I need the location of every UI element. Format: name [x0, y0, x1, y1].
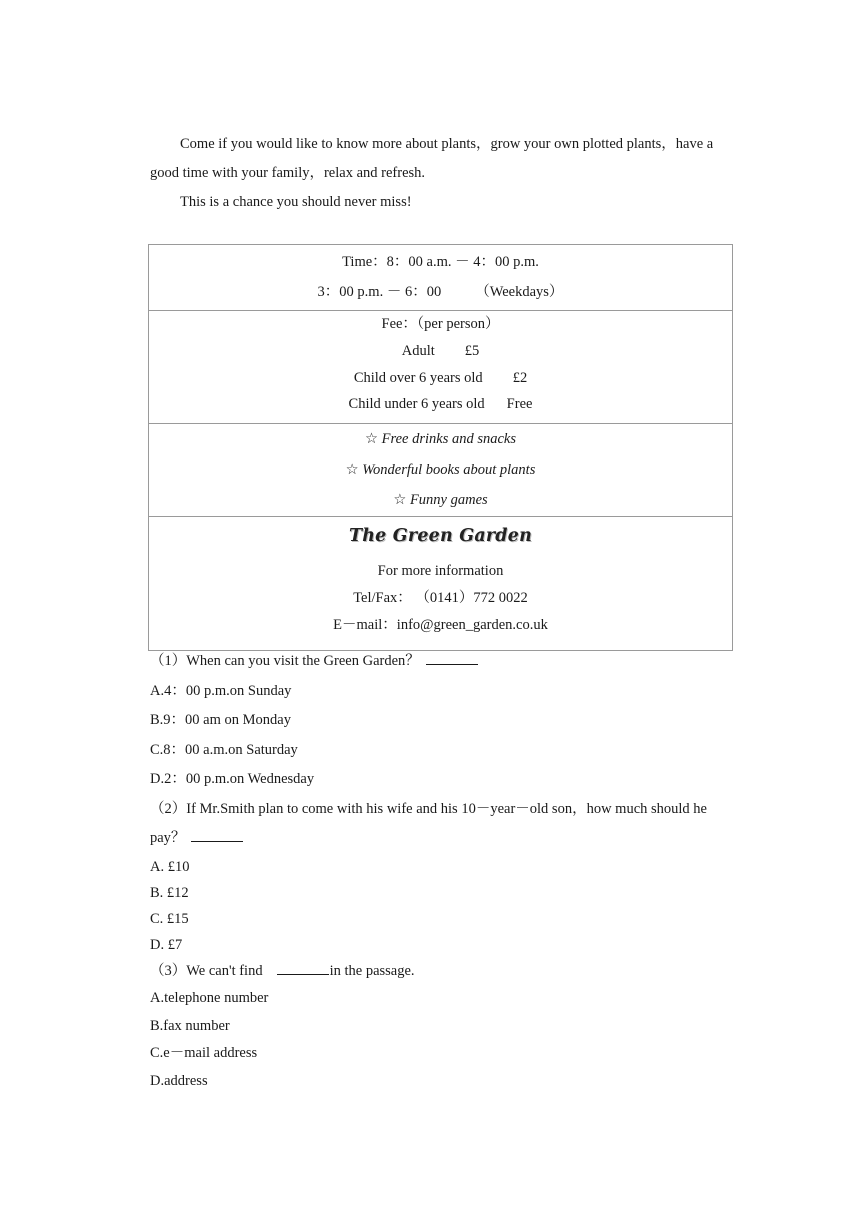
tel-fax: Tel/Fax： （0141）772 0022 [353, 590, 528, 606]
time-line-2-hours: 3：00 p.m. － 6：00 [317, 284, 442, 300]
questions-section [150, 647, 740, 1095]
answer-blank[interactable] [191, 829, 243, 842]
question-3-stem [150, 958, 740, 986]
answer-blank[interactable] [426, 652, 478, 665]
fee-price: £5 [464, 343, 480, 359]
time-line-2 [149, 277, 732, 307]
fee-who: Child under 6 years old [348, 396, 485, 412]
fee-row-child-over [149, 365, 732, 391]
option: A.4：00 p.m.on Sunday [150, 682, 292, 699]
question-text: （3）We can't find [150, 962, 263, 979]
contact-cell [149, 517, 733, 651]
email: E－mail：info@green_garden.co.uk [333, 617, 548, 633]
intro-paragraph-2: This is a chance you should never miss! [180, 194, 412, 210]
feature-text: Free drinks and snacks [381, 431, 516, 447]
fee-title: Fee：（per person） [381, 316, 500, 332]
fee-row-child-under [149, 391, 732, 417]
question-1-stem [150, 647, 740, 677]
intro-paragraph-1: Come if you would like to know more about plants，grow your own plotted plants，have a good time with your family，relax and refresh. [150, 136, 714, 181]
option: D.2：00 p.m.on Wednesday [150, 771, 315, 787]
info-title: For more information [377, 563, 504, 579]
fee-who: Child over 6 years old [353, 370, 483, 386]
fee-who: Adult [401, 343, 435, 359]
question-text-end: in the passage. [329, 962, 415, 979]
feature-item [149, 455, 732, 486]
option: C.8：00 a.m.on Saturday [150, 741, 298, 758]
question-text: pay？ [150, 830, 186, 846]
option: C.e－mail address [150, 1045, 258, 1061]
garden-notice-table [148, 244, 733, 651]
feature-text: Funny games [409, 492, 488, 508]
feature-item [149, 485, 732, 516]
option: B. £12 [150, 884, 189, 901]
fee-price: Free [506, 396, 533, 412]
time-cell [149, 245, 733, 311]
option: B.fax number [150, 1017, 230, 1034]
feature-item [149, 424, 732, 455]
answer-blank[interactable] [277, 962, 329, 975]
option: A. £10 [150, 858, 190, 875]
time-line-1: Time：8：00 a.m. － 4：00 p.m. [342, 254, 539, 270]
option: D. £7 [150, 936, 183, 953]
option: B.9：00 am on Monday [150, 712, 291, 728]
intro-passage [150, 130, 735, 217]
question-text: （1）When can you visit the Green Garden？ [150, 653, 420, 669]
fee-price: £2 [512, 370, 528, 386]
features-cell [149, 424, 733, 517]
fee-row-adult [149, 338, 732, 365]
time-line-2-days: （Weekdays） [475, 284, 564, 300]
option: C. £15 [150, 910, 189, 927]
star-icon: ☆ [345, 461, 359, 478]
star-icon: ☆ [365, 431, 378, 447]
star-icon: ☆ [393, 492, 407, 508]
option: D.address [150, 1072, 208, 1089]
question-2-stem-line-1: （2）If Mr.Smith plan to come with his wife and his 10－year－old son，how much should he [150, 800, 707, 817]
option: A.telephone number [150, 990, 269, 1006]
question-2-stem-line-2 [150, 824, 740, 854]
green-garden-logo: The Green Garden [348, 526, 533, 546]
feature-text: Wonderful books about plants [362, 461, 536, 478]
fee-cell [149, 311, 733, 424]
